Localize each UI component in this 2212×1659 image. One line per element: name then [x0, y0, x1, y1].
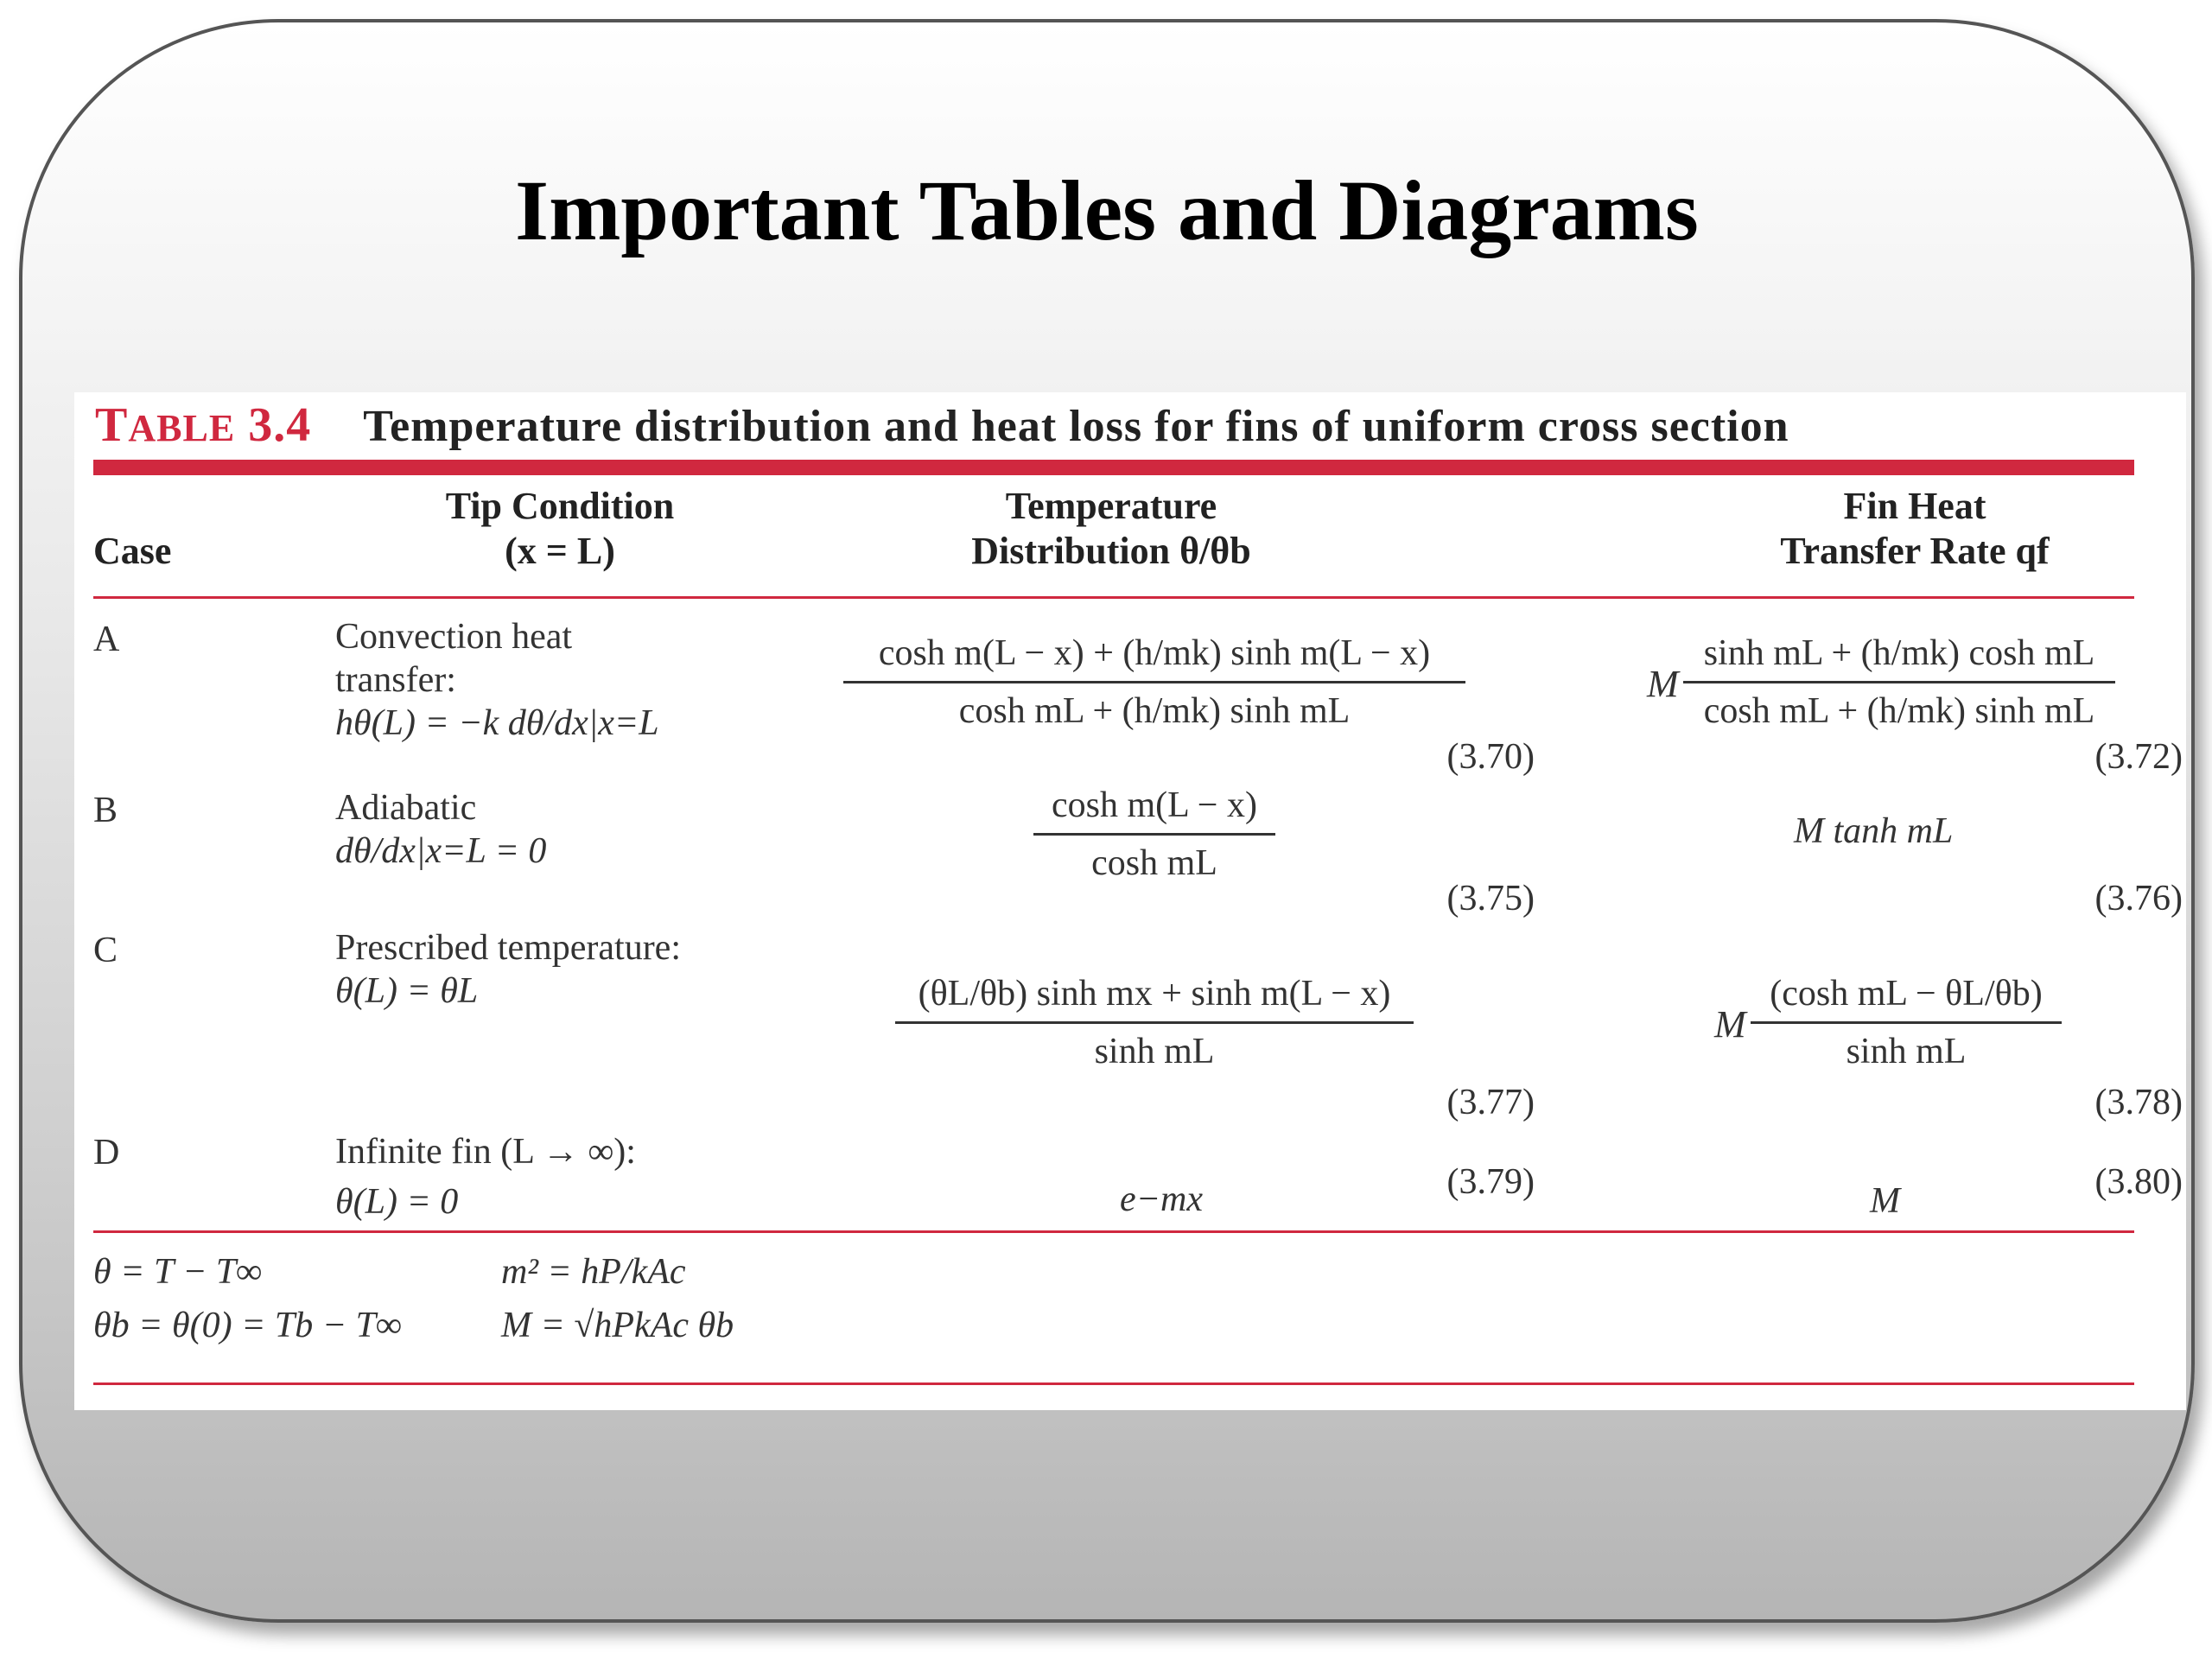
- footnote-m-squared: m² = hP/kAc: [501, 1252, 686, 1292]
- row-c-temp-denominator: sinh mL: [1094, 1032, 1215, 1071]
- row-d-case: D: [93, 1133, 120, 1173]
- table-caption-text: Temperature distribution and heat loss for fins of uniform cross section: [363, 402, 1789, 451]
- header-heat-rate: [1716, 484, 2113, 574]
- row-c-tip-line2: θ(L) = θL: [335, 971, 479, 1011]
- body-rule: [93, 1230, 2134, 1233]
- caption-rule: [93, 460, 2134, 475]
- row-a-tip-line3: hθ(L) = −k dθ/dx|x=L: [335, 703, 659, 743]
- row-b-tip-line2: dθ/dx|x=L = 0: [335, 831, 547, 871]
- row-d-rate-eq: (3.80): [2094, 1162, 2183, 1202]
- table-caption: [95, 397, 1789, 453]
- row-c-tip-line1: Prescribed temperature:: [335, 928, 681, 968]
- row-d-temp-eq: (3.79): [1446, 1162, 1535, 1202]
- row-c-rate-fraction: [1751, 969, 2062, 1076]
- row-b-temp-eq: (3.75): [1446, 879, 1535, 918]
- header-temp-line1: Temperature: [1005, 485, 1217, 527]
- row-b-rate-eq: (3.76): [2094, 879, 2183, 918]
- row-c-rate-prefix: M: [1714, 1003, 1746, 1046]
- table-label-prefix: T: [95, 398, 129, 452]
- row-c-rate-numerator: (cosh mL − θL/θb): [1770, 974, 2043, 1014]
- row-b-tip: [335, 786, 546, 873]
- row-b-temp-numerator: cosh m(L − x): [1052, 785, 1257, 825]
- slide-frame: [19, 19, 2195, 1623]
- row-a-temp-denominator: cosh mL + (h/mk) sinh mL: [958, 691, 1351, 731]
- row-c-rate-denominator: sinh mL: [1846, 1032, 1967, 1071]
- row-d-tip-line2: θ(L) = 0: [335, 1182, 459, 1222]
- row-c-temp-eq: (3.77): [1446, 1083, 1535, 1122]
- fraction-bar: [1683, 681, 2115, 683]
- header-tip-condition: [353, 484, 767, 574]
- row-a-rate-prefix: M: [1647, 663, 1679, 705]
- header-tip-line1: Tip Condition: [445, 485, 675, 527]
- row-a-temp-numerator: cosh m(L − x) + (h/mk) sinh m(L − x): [878, 633, 1431, 673]
- footnote-M: M = √hPkAc θb: [501, 1306, 734, 1345]
- row-a-tip-line1: Convection heat: [335, 617, 573, 657]
- row-c-temp-fraction: [895, 969, 1414, 1076]
- footnote-theta-b: θb = θ(0) = Tb − T∞: [93, 1306, 402, 1345]
- row-a-temp-eq: (3.70): [1446, 737, 1535, 777]
- header-temperature: [895, 484, 1327, 574]
- row-a-tip-line2: transfer:: [335, 660, 456, 700]
- table-label-number: 3.4: [248, 398, 312, 452]
- row-c-rate-eq: (3.78): [2094, 1083, 2183, 1122]
- header-tip-line2: (x = L): [505, 530, 615, 572]
- slide-title: Important Tables and Diagrams: [515, 162, 1699, 258]
- row-b-rate-expression: M tanh mL: [1794, 811, 1954, 851]
- table-panel: [74, 392, 2186, 1410]
- footnote-theta: θ = T − T∞: [93, 1252, 263, 1292]
- row-a-case: A: [93, 620, 120, 659]
- fraction-bar: [1033, 833, 1275, 836]
- row-b-tip-line1: Adiabatic: [335, 788, 477, 828]
- row-a-rate-numerator: sinh mL + (h/mk) cosh mL: [1703, 633, 2095, 673]
- row-d-tip-line1: Infinite fin (L → ∞):: [335, 1132, 636, 1172]
- row-a-rate-fraction: [1683, 629, 2115, 735]
- row-d-temp-expression: e−mx: [1120, 1179, 1203, 1219]
- row-d-tip: [335, 1130, 636, 1224]
- table-label: [95, 398, 311, 452]
- row-a-tip: [335, 615, 659, 745]
- row-b-temp-fraction: [1033, 781, 1275, 887]
- footer-rule: [93, 1382, 2134, 1385]
- row-d-rate-expression: M: [1870, 1181, 1900, 1221]
- header-rule: [93, 596, 2134, 599]
- row-a-rate-denominator: cosh mL + (h/mk) sinh mL: [1703, 691, 2095, 731]
- row-c-case: C: [93, 931, 118, 970]
- row-b-case: B: [93, 791, 118, 830]
- header-temp-line2: Distribution θ/θb: [971, 530, 1251, 572]
- header-rate-line1: Fin Heat: [1843, 485, 1986, 527]
- row-c-tip: [335, 926, 681, 1013]
- header-rate-line2: Transfer Rate qf: [1780, 530, 2050, 572]
- row-a-temp-fraction: [843, 629, 1465, 735]
- fraction-bar: [1751, 1021, 2062, 1024]
- row-c-temp-numerator: (θL/θb) sinh mx + sinh m(L − x): [918, 974, 1391, 1014]
- row-b-temp-denominator: cosh mL: [1091, 843, 1217, 883]
- fraction-bar: [843, 681, 1465, 683]
- table-label-small: ABLE: [128, 407, 236, 449]
- row-a-rate-eq: (3.72): [2094, 737, 2183, 777]
- header-case: Case: [93, 530, 172, 572]
- fraction-bar: [895, 1021, 1414, 1024]
